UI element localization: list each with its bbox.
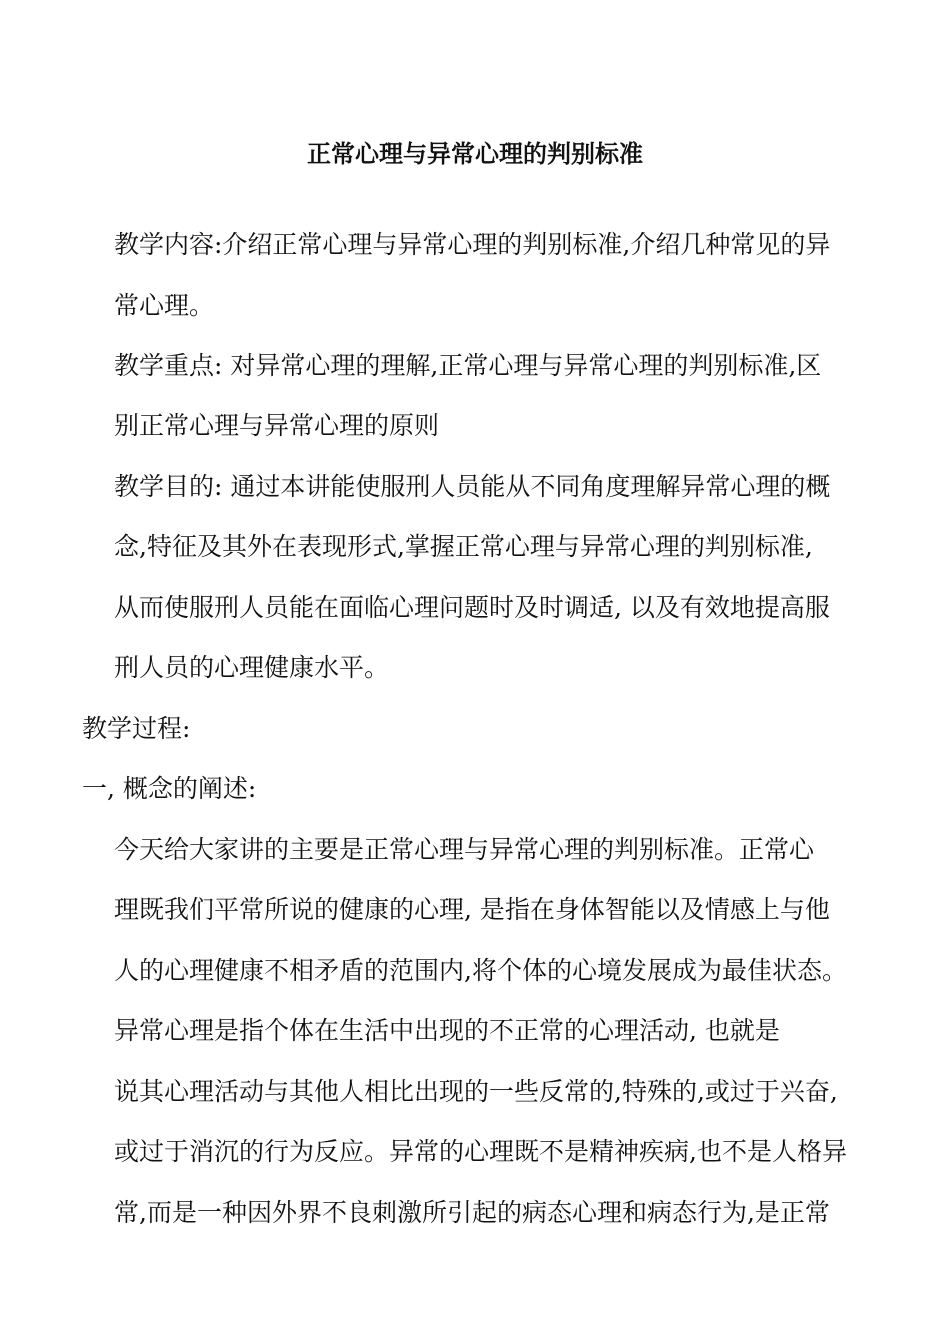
text-line: 别正常心理与异常心理的原则	[114, 411, 440, 440]
text-line-teaching-focus: 教学重点: 对异常心理的理解,正常心理与异常心理的判别标准,区	[114, 351, 822, 380]
text-line: 刑人员的心理健康水平。	[114, 653, 390, 682]
text-line: 人的心理健康不相矛盾的范围内,将个体的心境发展成为最佳状态。	[114, 956, 847, 985]
text-line: 理既我们平常所说的健康的心理, 是指在身体智能以及情感上与他	[114, 895, 830, 924]
text-line: 说其心理活动与其他人相比出现的一些反常的,特殊的,或过于兴奋,	[114, 1077, 838, 1106]
document-title: 正常心理与异常心理的判别标准	[307, 139, 643, 168]
section-heading-teaching-process: 教学过程:	[82, 714, 191, 743]
text-line: 常,而是一种因外界不良刺激所引起的病态心理和病态行为,是正常	[114, 1198, 830, 1227]
text-line: 今天给大家讲的主要是正常心理与异常心理的判别标准。正常心	[114, 835, 815, 864]
text-line: 从而使服刑人员能在面临心理问题时及时调适, 以及有效地提高服	[114, 593, 830, 622]
text-line-teaching-content: 教学内容:介绍正常心理与异常心理的判别标准,介绍几种常见的异	[114, 230, 831, 259]
text-line-teaching-objective: 教学目的: 通过本讲能使服刑人员能从不同角度理解异常心理的概	[114, 472, 831, 501]
text-line: 念,特征及其外在表现形式,掌握正常心理与异常心理的判别标准,	[114, 532, 813, 561]
text-line: 常心理。	[114, 291, 215, 320]
text-line: 异常心理是指个体在生活中出现的不正常的心理活动, 也就是	[114, 1016, 780, 1045]
section-heading-concept: 一, 概念的阐述:	[82, 774, 257, 803]
text-line: 或过于消沉的行为反应。异常的心理既不是精神疾病,也不是人格异	[114, 1137, 847, 1166]
